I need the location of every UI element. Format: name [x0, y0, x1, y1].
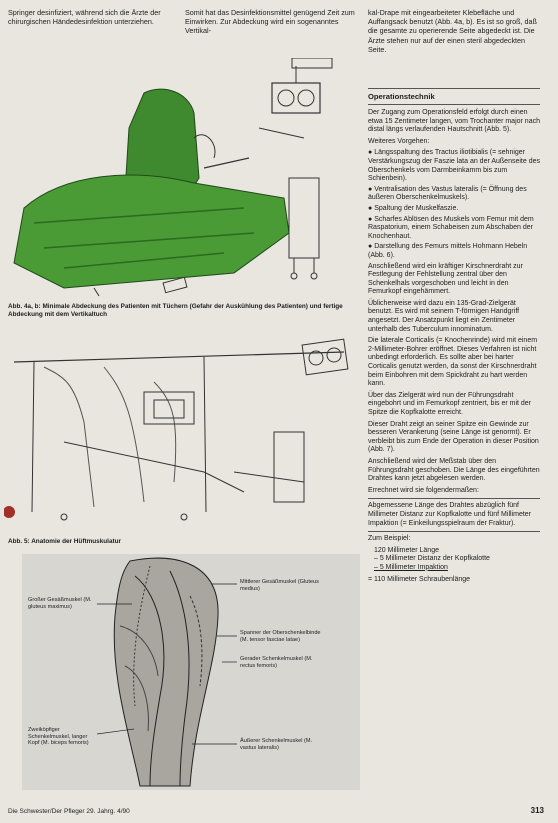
list-item: ● Scharfes Ablösen des Muskels vom Femur mit dem Raspatorium, einem Schabeisen zum Abschaben der Knochenhaut.: [368, 216, 540, 242]
bullet-list: [368, 149, 540, 260]
paragraph: Die laterale Corticalis (= Knochenrinde) wird mit einem 2-Millimeter-Bohrer eröffnet. Dieses Verfahren ist nicht unbedingt erforderlich. Es sollte aber bei harter Corticalis genutzt werden, da sonst der Kirschnerdraht beim Einbohren mit dem Spickdraht zu hart werden kann.: [368, 337, 538, 388]
paragraph: Über das Zielgerät wird nun der Führungsdraht eingebohrt und im Femurkopf zentriert, bis er mit der Spitze die Kopfkalotte erreicht.: [368, 391, 532, 416]
paragraph: Dieser Draht zeigt an seiner Spitze ein Gewinde zur besseren Verankerung (seine Länge ist genormt). Er verbleibt bis zum Ende der Operation in dieser Position (Abb. 7).: [368, 420, 539, 454]
result-line: = 110 Millimeter Schraubenlänge: [368, 575, 471, 583]
figure-4b-drawing: [4, 322, 360, 532]
example-heading: Zum Beispiel:: [368, 535, 411, 543]
list-item: ● Ventralisation des Vastus lateralis (= Öffnung des äußeren Oberschenkelmuskels).: [368, 186, 540, 203]
muscle-label-gluteus-maximus: Großer Gesäßmuskel (M. gluteus maximus): [28, 597, 92, 610]
paragraph: Üblicherweise wird dazu ein 135-Grad-Zielgerät benutzt. Es wird mit seinem T-förmigen Handgriff angesetzt. Der Ansatzpunkt liegt ein Zentimeter unterhalb des Tuberculum innominatum.: [368, 299, 520, 333]
muscle-label-gluteus-medius: Mittlerer Gesäßmuskel (Gluteus medius): [240, 579, 319, 592]
body-paragraphs: [368, 263, 540, 496]
paragraph: Weiteres Vorgehen:: [368, 137, 430, 145]
section-heading: Operationstechnik: [368, 88, 540, 105]
calculation-text: Abgemessene Länge des Drahtes abzüglich fünf Millimeter Distanz zur Kopfkalotte und fünf Millimeter Impaktion (= Einkeilungsspielraum der Fraktur).: [368, 502, 532, 527]
example-lines: [368, 547, 540, 573]
muscle-label-rectus-femoris: Gerader Schenkelmuskel (M. rectus femoris): [240, 656, 313, 669]
intro-paragraphs: [368, 109, 540, 146]
right-column: [368, 88, 540, 587]
calculation-box: [368, 498, 540, 532]
list-item: ● Darstellung des Femurs mittels Hohmann Hebeln (Abb. 6).: [368, 243, 540, 260]
figure-5-caption: Abb. 5: Anatomie der Hüftmuskulatur: [8, 538, 122, 545]
paragraph: Errechnet wird sie folgendermaßen:: [368, 486, 479, 494]
list-item: ● Längsspaltung des Tractus iliotibialis (= sehniger Verstärkungszug der Faszie lata an der Außenseite des Oberschenkels vom Darmbeinkamm bis zum Schienbein).: [368, 149, 540, 183]
list-item: ● Spaltung der Muskelfaszie.: [368, 205, 540, 214]
top-right-text: kal-Drape mit eingearbeiteter Klebefläche und Auffangsack benutzt (Abb. 4a, b). Es ist so groß, daß die gesamte zu operierende Seite abgedeckt ist. Die Ärzte stehen nur auf der einen steril abgedeckten Seite.: [368, 8, 537, 54]
footer-journal: Die Schwester/Der Pfleger 29. Jahrg. 4/90: [8, 808, 130, 815]
muscle-label-vastus-lateralis: Äußerer Schenkelmuskel (M. vastus lateralis): [240, 738, 313, 751]
top-middle-text: Somit hat das Desinfektionsmittel genügend Zeit zum Einwirken. Zur Abdeckung wird ein sogenanntes Vertikal-: [185, 8, 355, 36]
muscle-label-biceps-femoris: Zweiköpfiger Schenkelmuskel, langer Kopf (M. biceps femoris): [28, 727, 89, 747]
paragraph: Anschließend wird ein kräftiger Kirschnerdraht zur Festlegung der Fehlstellung zentral über den Schenkelhals vorgeschoben und leicht in den Femurkopf eingehämmert.: [368, 262, 523, 296]
top-left-text: Springer desinfiziert, während sich die Ärzte der chirurgischen Händedesinfektion unterziehen.: [8, 8, 161, 27]
example-line: – 5 Millimeter Impaktion: [374, 563, 448, 571]
example-line: 120 Millimeter Länge: [374, 546, 439, 554]
muscle-label-tensor-fasciae: Spanner der Oberschenkelbinde (M. tensor fasciae latae): [240, 630, 321, 643]
figure-4a-drawing: [4, 58, 360, 298]
figure-4-caption: Abb. 4a, b: Minimale Abdeckung des Patienten mit Tüchern (Gefahr der Auskühlung des Patienten) und fertige Abdeckung mit dem Vertikaltuch: [8, 303, 343, 318]
paragraph: Anschließend wird der Meßstab über den Führungsdraht geschoben. Die Länge des eingeführten Drahtes kann jetzt abgelesen werden.: [368, 457, 540, 483]
paragraph: Der Zugang zum Operationsfeld erfolgt durch einen etwa 15 Zentimeter langen, vom Trochanter major nach distal längs verlaufenden Hautschnitt (Abb. 5).: [368, 109, 540, 134]
page-number: 313: [530, 806, 544, 815]
example-line: – 5 Millimeter Distanz der Kopfkalotte: [374, 555, 490, 563]
